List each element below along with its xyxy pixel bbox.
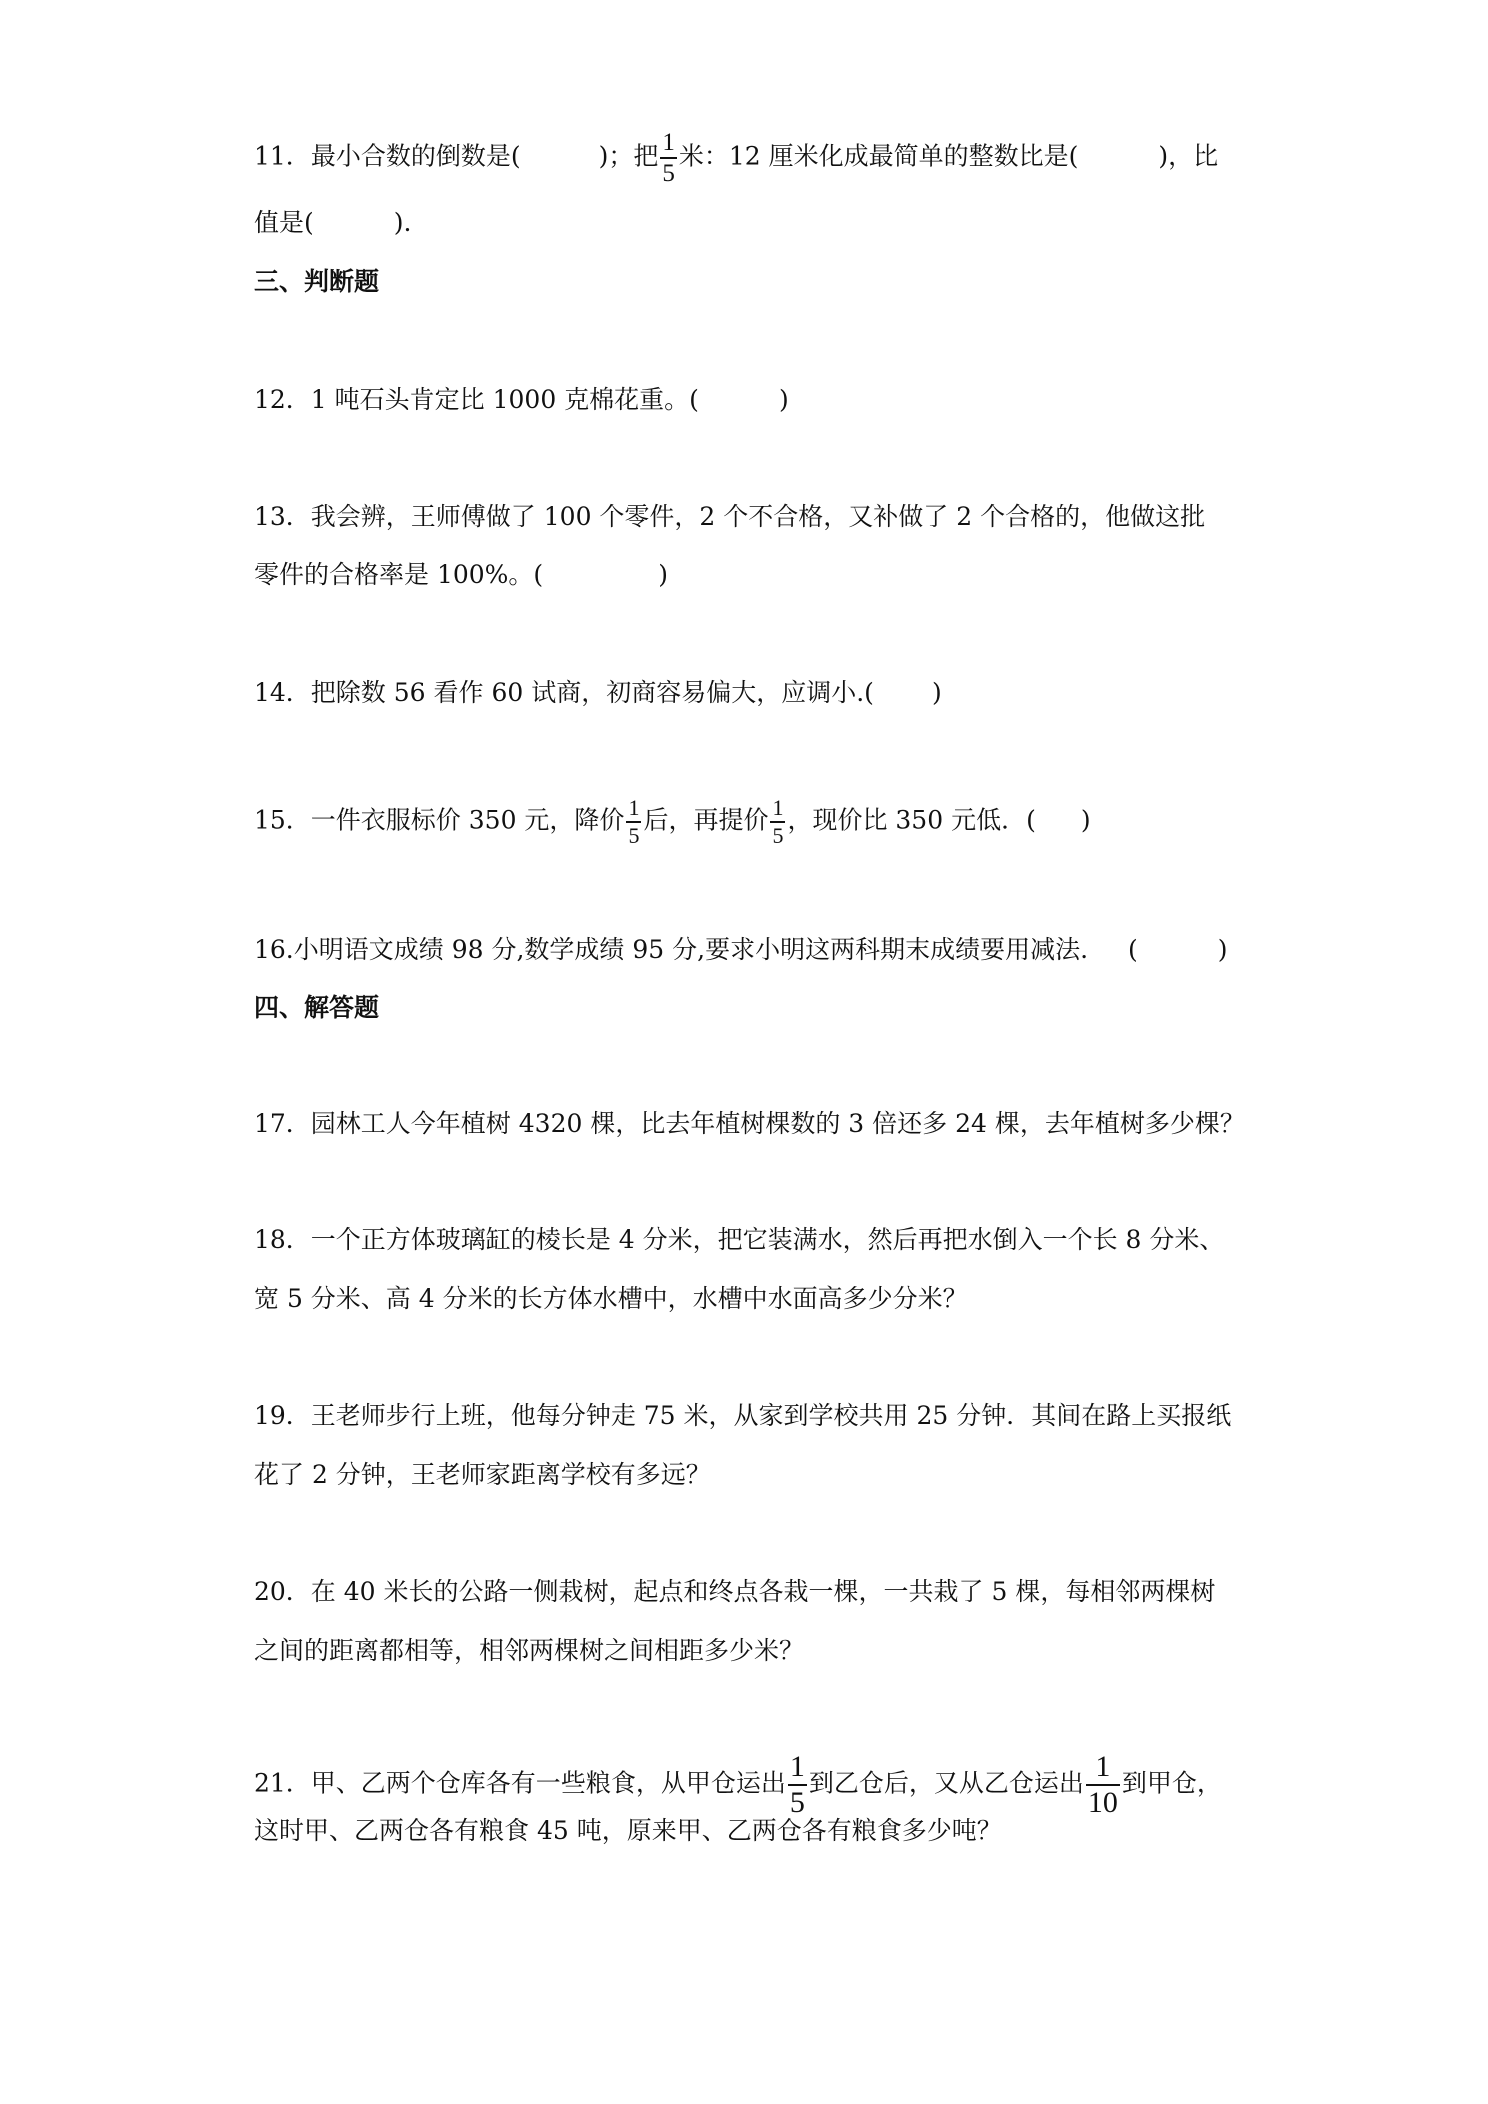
question-15 — [254, 797, 1091, 847]
section-heading-solve: 四、解答题 — [254, 993, 380, 1022]
question-18-line-1: 18．一个正方体玻璃缸的棱长是 4 分米，把它装满水，然后再把水倒入一个长 8 分米、 — [254, 1225, 1225, 1254]
question-15-text-b: 后，再提价 — [643, 805, 769, 835]
question-18-line-2: 宽 5 分米、高 4 分米的长方体水槽中，水槽中水面高多少分米？ — [254, 1284, 968, 1313]
question-21-line-2: 这时甲、乙两仓各有粮食 45 吨，原来甲、乙两仓各有粮食多少吨？ — [254, 1816, 1002, 1845]
question-16-close: ) — [1217, 935, 1228, 964]
question-11-text-a: 11． — [254, 141, 311, 171]
question-21-text-a: 21．甲、乙两个仓库各有一些粮食，从甲仓运出 — [254, 1768, 786, 1798]
fraction-numerator: 1 — [662, 129, 675, 156]
section-heading-judgment: 三、判断题 — [254, 267, 380, 296]
fraction-numerator: 1 — [789, 1750, 805, 1783]
question-19-line-2: 花了 2 分钟，王老师家距离学校有多远？ — [254, 1460, 711, 1489]
question-11-line-2 — [254, 203, 411, 243]
question-14-text: 14．把除数 56 看作 60 试商，初商容易偏大，应调小.( — [254, 678, 874, 707]
fraction-denominator: 10 — [1087, 1786, 1118, 1819]
question-13-line-2 — [254, 555, 668, 595]
question-13-text-a: 13．我会辨，王师傅做了 100 个零件，2 个不合格，又补做了 2 个合格的，他做这批 — [254, 502, 1206, 531]
question-11-text-d: 米：12 厘米化成最简单的整数比是( — [678, 141, 1079, 171]
question-13-line-1 — [254, 497, 1205, 537]
question-11-text-f: 值是( — [254, 208, 314, 237]
question-20-line-1: 20．在 40 米长的公路一侧栽树，起点和终点各栽一棵，一共栽了 5 棵，每相邻两棵树 — [254, 1577, 1216, 1606]
question-11-text-c: )；把 — [598, 141, 659, 171]
fraction-numerator: 1 — [772, 795, 784, 820]
question-12-text: 12．1 吨石头肯定比 1000 克棉花重。( — [254, 385, 699, 414]
question-12-close: ) — [778, 385, 789, 414]
question-15-text-a: 15．一件衣服标价 350 元，降价 — [254, 805, 625, 835]
fraction-denominator: 5 — [772, 823, 784, 848]
question-11-line-1 — [254, 130, 1218, 186]
fraction-bar — [660, 157, 677, 159]
fraction — [770, 797, 785, 847]
question-11-text-e: )，比 — [1158, 141, 1219, 171]
question-14 — [254, 673, 942, 713]
fraction-denominator: 5 — [662, 160, 675, 187]
fraction — [1086, 1752, 1120, 1818]
question-11-text-b: 最小合数的倒数是( — [310, 141, 521, 171]
question-13-text-b: 零件的合格率是 100%。( — [254, 560, 544, 589]
fraction — [660, 130, 677, 186]
question-17: 17．园林工人今年植树 4320 棵，比去年植树棵数的 3 倍还多 24 棵，去年植树多少棵？ — [254, 1109, 1245, 1138]
question-16-text: 16.小明语文成绩 98 分,数学成绩 95 分,要求小明这两科期末成绩要用减法. — [254, 935, 1089, 964]
question-20-line-2: 之间的距离都相等，相邻两棵树之间相距多少米？ — [254, 1636, 805, 1665]
question-12 — [254, 380, 789, 420]
question-14-close: ) — [931, 678, 942, 707]
question-13-close: ) — [658, 560, 668, 589]
fraction-numerator: 1 — [1095, 1750, 1111, 1783]
question-16 — [254, 930, 1228, 970]
question-15-text-c: ，现价比 350 元低．( — [787, 805, 1036, 835]
question-21-text-b: 到乙仓后，又从乙仓运出 — [808, 1768, 1084, 1798]
fraction-numerator: 1 — [628, 795, 640, 820]
fraction — [788, 1752, 807, 1818]
question-19-line-1: 19．王老师步行上班，他每分钟走 75 米，从家到学校共用 25 分钟．其间在路上买报纸 — [254, 1401, 1232, 1430]
question-21-text-c: 到甲仓， — [1121, 1768, 1222, 1798]
fraction — [626, 797, 641, 847]
question-15-close: ) — [1080, 805, 1091, 835]
fraction-denominator: 5 — [628, 823, 640, 848]
fraction-denominator: 5 — [789, 1786, 805, 1819]
question-11-text-g: ). — [393, 208, 412, 237]
question-16-open: ( — [1128, 935, 1138, 964]
question-21-line-1 — [254, 1752, 1222, 1818]
